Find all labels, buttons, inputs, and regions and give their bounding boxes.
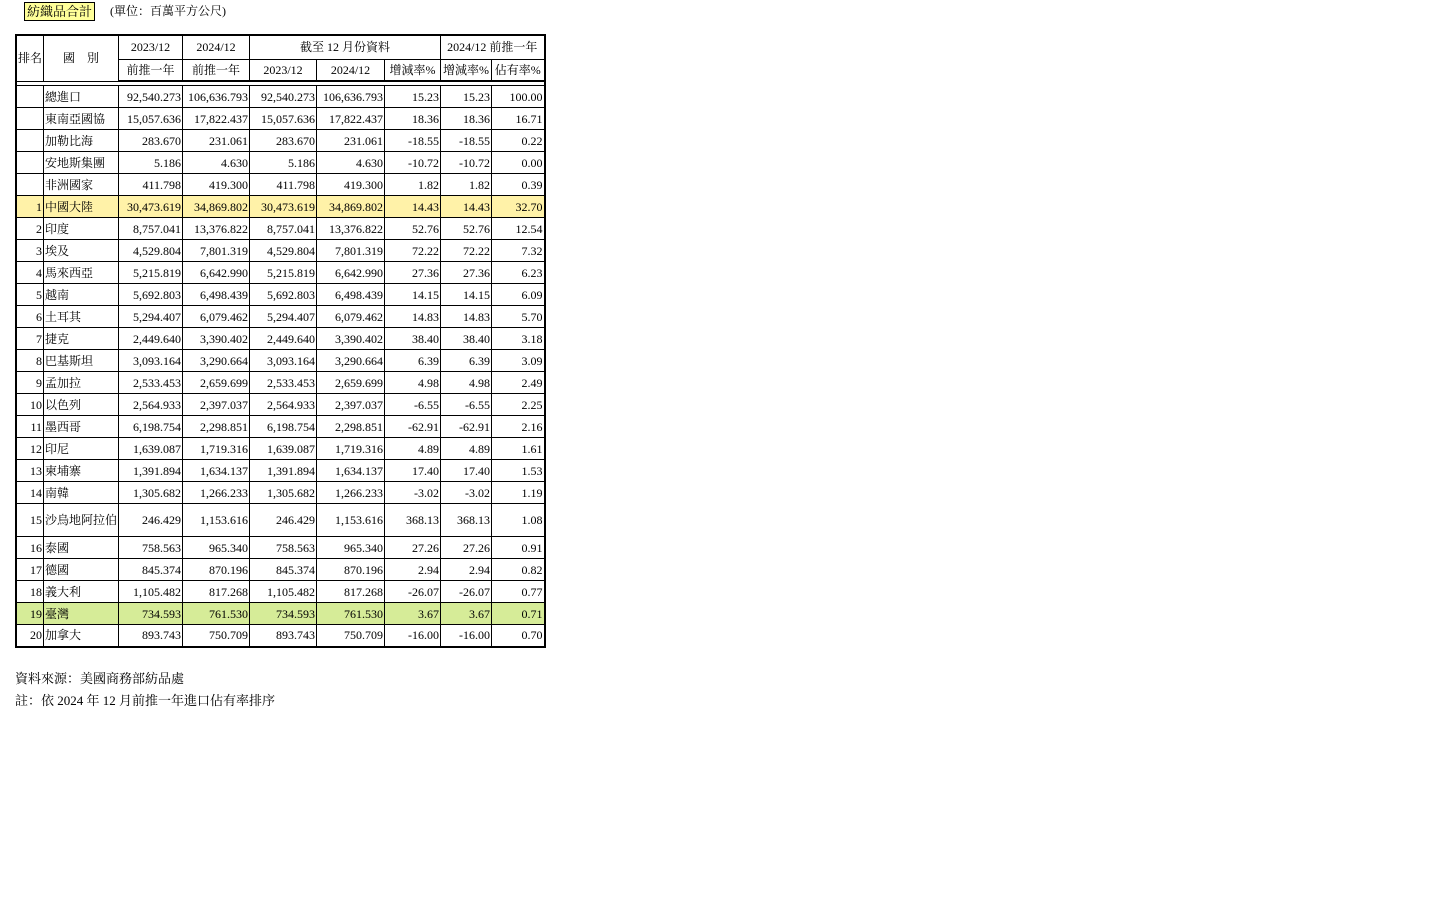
table-row <box>16 559 545 581</box>
value-2024-dec: 3,390.402 <box>317 328 385 350</box>
change-rolling: 27.36 <box>441 262 492 284</box>
value-2023-dec: 2,564.933 <box>250 394 317 416</box>
summary-row <box>16 108 545 130</box>
value-2023-rolling: 8,757.041 <box>119 218 183 240</box>
change-rolling: -10.72 <box>441 152 492 174</box>
header-country: 國 別 <box>44 35 119 81</box>
value-2023-rolling: 5,692.803 <box>119 284 183 306</box>
value-2024-rolling: 1,634.137 <box>183 460 250 482</box>
value-2023-dec: 5,294.407 <box>250 306 317 328</box>
change-dec: -62.91 <box>385 416 441 438</box>
change-dec: 3.67 <box>385 603 441 625</box>
share-rolling: 0.00 <box>492 152 545 174</box>
rank-cell: 6 <box>16 306 44 328</box>
change-dec: 1.82 <box>385 174 441 196</box>
change-rolling: 3.67 <box>441 603 492 625</box>
change-dec: -26.07 <box>385 581 441 603</box>
share-rolling: 3.18 <box>492 328 545 350</box>
table-row <box>16 262 545 284</box>
country-cell: 巴基斯坦 <box>44 350 119 372</box>
change-dec: 4.89 <box>385 438 441 460</box>
value-2023-rolling: 2,564.933 <box>119 394 183 416</box>
rank-cell: 13 <box>16 460 44 482</box>
change-dec: 6.39 <box>385 350 441 372</box>
country-cell: 義大利 <box>44 581 119 603</box>
value-2023-rolling: 893.743 <box>119 625 183 647</box>
value-2023-rolling: 411.798 <box>119 174 183 196</box>
country-cell: 加拿大 <box>44 625 119 647</box>
value-2024-dec: 965.340 <box>317 537 385 559</box>
table-row <box>16 328 545 350</box>
value-2023-rolling: 5,215.819 <box>119 262 183 284</box>
change-rolling: -26.07 <box>441 581 492 603</box>
change-rolling: 6.39 <box>441 350 492 372</box>
value-2024-dec: 870.196 <box>317 559 385 581</box>
value-2024-rolling: 7,801.319 <box>183 240 250 262</box>
table-row <box>16 372 545 394</box>
header-dec-change: 增減率% <box>385 59 441 81</box>
value-2024-rolling: 231.061 <box>183 130 250 152</box>
country-cell: 柬埔寨 <box>44 460 119 482</box>
share-rolling: 6.09 <box>492 284 545 306</box>
country-cell: 總進口 <box>44 86 119 108</box>
change-dec: 18.36 <box>385 108 441 130</box>
change-dec: 14.43 <box>385 196 441 218</box>
change-rolling: 38.40 <box>441 328 492 350</box>
share-rolling: 1.53 <box>492 460 545 482</box>
title-line <box>24 2 226 22</box>
value-2023-dec: 2,449.640 <box>250 328 317 350</box>
country-cell: 馬來西亞 <box>44 262 119 284</box>
change-dec: 2.94 <box>385 559 441 581</box>
share-rolling: 0.39 <box>492 174 545 196</box>
value-2024-rolling: 2,397.037 <box>183 394 250 416</box>
change-dec: -10.72 <box>385 152 441 174</box>
country-cell: 泰國 <box>44 537 119 559</box>
value-2023-rolling: 92,540.273 <box>119 86 183 108</box>
value-2023-dec: 5,692.803 <box>250 284 317 306</box>
value-2023-dec: 1,639.087 <box>250 438 317 460</box>
table-row <box>16 240 545 262</box>
change-rolling: 52.76 <box>441 218 492 240</box>
rank-cell: 17 <box>16 559 44 581</box>
rank-cell: 3 <box>16 240 44 262</box>
value-2023-rolling: 1,391.894 <box>119 460 183 482</box>
value-2023-dec: 15,057.636 <box>250 108 317 130</box>
value-2023-dec: 283.670 <box>250 130 317 152</box>
change-rolling: -16.00 <box>441 625 492 647</box>
value-2023-dec: 6,198.754 <box>250 416 317 438</box>
rank-cell <box>16 108 44 130</box>
value-2024-dec: 6,079.462 <box>317 306 385 328</box>
value-2024-rolling: 6,079.462 <box>183 306 250 328</box>
value-2024-rolling: 870.196 <box>183 559 250 581</box>
rank-cell: 18 <box>16 581 44 603</box>
change-dec: 368.13 <box>385 504 441 537</box>
value-2024-dec: 817.268 <box>317 581 385 603</box>
change-dec: 14.15 <box>385 284 441 306</box>
value-2024-dec: 17,822.437 <box>317 108 385 130</box>
value-2024-dec: 761.530 <box>317 603 385 625</box>
value-2023-rolling: 1,639.087 <box>119 438 183 460</box>
value-2024-rolling: 6,498.439 <box>183 284 250 306</box>
table-row <box>16 394 545 416</box>
change-rolling: -3.02 <box>441 482 492 504</box>
rank-cell: 7 <box>16 328 44 350</box>
change-dec: 17.40 <box>385 460 441 482</box>
change-rolling: 72.22 <box>441 240 492 262</box>
value-2023-rolling: 6,198.754 <box>119 416 183 438</box>
change-dec: 52.76 <box>385 218 441 240</box>
source-note: 資料來源：美國商務部紡品處 <box>15 671 185 686</box>
share-rolling: 2.49 <box>492 372 545 394</box>
share-rolling: 32.70 <box>492 196 545 218</box>
country-cell: 印尼 <box>44 438 119 460</box>
summary-row <box>16 174 545 196</box>
value-2024-dec: 2,659.699 <box>317 372 385 394</box>
share-rolling: 3.09 <box>492 350 545 372</box>
table-row <box>16 416 545 438</box>
value-2023-rolling: 5,294.407 <box>119 306 183 328</box>
rank-cell: 10 <box>16 394 44 416</box>
share-rolling: 12.54 <box>492 218 545 240</box>
value-2024-dec: 1,266.233 <box>317 482 385 504</box>
rank-cell: 12 <box>16 438 44 460</box>
value-2024-rolling: 3,290.664 <box>183 350 250 372</box>
value-2023-rolling: 283.670 <box>119 130 183 152</box>
value-2024-rolling: 2,298.851 <box>183 416 250 438</box>
share-rolling: 0.82 <box>492 559 545 581</box>
table-row <box>16 581 545 603</box>
country-cell: 南韓 <box>44 482 119 504</box>
rank-cell: 1 <box>16 196 44 218</box>
value-2024-dec: 231.061 <box>317 130 385 152</box>
summary-row <box>16 152 545 174</box>
header-dec-group: 截至 12 月份資料 <box>250 35 441 59</box>
rank-cell: 8 <box>16 350 44 372</box>
rank-cell: 19 <box>16 603 44 625</box>
header-dec-2024: 2024/12 <box>317 59 385 81</box>
unit-label: (單位：百萬平方公尺) <box>110 4 227 18</box>
table-row <box>16 196 545 218</box>
value-2024-dec: 2,397.037 <box>317 394 385 416</box>
value-2024-dec: 750.709 <box>317 625 385 647</box>
value-2023-rolling: 30,473.619 <box>119 196 183 218</box>
ranking-note: 註：依 2024 年 12 月前推一年進口佔有率排序 <box>15 693 276 708</box>
header-roll-change: 增減率% <box>441 59 492 81</box>
table-row <box>16 537 545 559</box>
value-2023-rolling: 845.374 <box>119 559 183 581</box>
header-dec-2023: 2023/12 <box>250 59 317 81</box>
change-rolling: -6.55 <box>441 394 492 416</box>
share-rolling: 0.77 <box>492 581 545 603</box>
value-2024-rolling: 965.340 <box>183 537 250 559</box>
header-roll-share: 佔有率% <box>492 59 545 81</box>
rank-cell: 14 <box>16 482 44 504</box>
table-row <box>16 284 545 306</box>
change-dec: 27.26 <box>385 537 441 559</box>
rank-cell <box>16 86 44 108</box>
share-rolling: 16.71 <box>492 108 545 130</box>
country-cell: 加勒比海 <box>44 130 119 152</box>
change-rolling: 14.83 <box>441 306 492 328</box>
table-row <box>16 482 545 504</box>
change-rolling: 1.82 <box>441 174 492 196</box>
header-rank: 排名 <box>16 35 44 81</box>
value-2023-dec: 893.743 <box>250 625 317 647</box>
value-2024-rolling: 106,636.793 <box>183 86 250 108</box>
country-cell: 土耳其 <box>44 306 119 328</box>
share-rolling: 1.19 <box>492 482 545 504</box>
share-rolling: 0.91 <box>492 537 545 559</box>
value-2023-dec: 734.593 <box>250 603 317 625</box>
value-2024-rolling: 6,642.990 <box>183 262 250 284</box>
change-dec: 15.23 <box>385 86 441 108</box>
value-2023-rolling: 758.563 <box>119 537 183 559</box>
value-2023-dec: 4,529.804 <box>250 240 317 262</box>
value-2023-rolling: 2,533.453 <box>119 372 183 394</box>
country-cell: 埃及 <box>44 240 119 262</box>
value-2024-dec: 1,634.137 <box>317 460 385 482</box>
change-dec: 27.36 <box>385 262 441 284</box>
value-2024-dec: 13,376.822 <box>317 218 385 240</box>
change-rolling: 15.23 <box>441 86 492 108</box>
value-2024-dec: 1,719.316 <box>317 438 385 460</box>
country-cell: 非洲國家 <box>44 174 119 196</box>
value-2023-rolling: 246.429 <box>119 504 183 537</box>
table-row <box>16 460 545 482</box>
change-dec: -16.00 <box>385 625 441 647</box>
rank-cell: 16 <box>16 537 44 559</box>
share-rolling: 6.23 <box>492 262 545 284</box>
value-2023-dec: 3,093.164 <box>250 350 317 372</box>
change-rolling: 368.13 <box>441 504 492 537</box>
value-2024-dec: 419.300 <box>317 174 385 196</box>
rank-cell: 9 <box>16 372 44 394</box>
value-2023-rolling: 4,529.804 <box>119 240 183 262</box>
country-cell: 墨西哥 <box>44 416 119 438</box>
value-2024-rolling: 1,266.233 <box>183 482 250 504</box>
change-dec: -3.02 <box>385 482 441 504</box>
change-dec: 38.40 <box>385 328 441 350</box>
rank-cell <box>16 174 44 196</box>
value-2024-rolling: 2,659.699 <box>183 372 250 394</box>
change-dec: -6.55 <box>385 394 441 416</box>
header-col2-bottom: 前推一年 <box>183 59 250 81</box>
value-2023-dec: 758.563 <box>250 537 317 559</box>
change-rolling: 4.98 <box>441 372 492 394</box>
country-cell: 越南 <box>44 284 119 306</box>
table-row <box>16 306 545 328</box>
header-col2-top: 2024/12 <box>183 35 250 59</box>
change-dec: 72.22 <box>385 240 441 262</box>
summary-row <box>16 86 545 108</box>
country-cell: 孟加拉 <box>44 372 119 394</box>
share-rolling: 0.71 <box>492 603 545 625</box>
change-dec: -18.55 <box>385 130 441 152</box>
value-2024-rolling: 419.300 <box>183 174 250 196</box>
value-2023-dec: 8,757.041 <box>250 218 317 240</box>
rank-cell: 5 <box>16 284 44 306</box>
change-rolling: 18.36 <box>441 108 492 130</box>
value-2023-rolling: 734.593 <box>119 603 183 625</box>
share-rolling: 0.70 <box>492 625 545 647</box>
value-2023-rolling: 1,305.682 <box>119 482 183 504</box>
rank-cell: 2 <box>16 218 44 240</box>
rank-cell: 11 <box>16 416 44 438</box>
share-rolling: 5.70 <box>492 306 545 328</box>
value-2023-dec: 1,305.682 <box>250 482 317 504</box>
value-2023-rolling: 1,105.482 <box>119 581 183 603</box>
value-2023-dec: 5.186 <box>250 152 317 174</box>
change-rolling: 14.15 <box>441 284 492 306</box>
value-2024-dec: 2,298.851 <box>317 416 385 438</box>
value-2024-dec: 4.630 <box>317 152 385 174</box>
value-2023-rolling: 2,449.640 <box>119 328 183 350</box>
country-cell: 臺灣 <box>44 603 119 625</box>
header-roll-group: 2024/12 前推一年 <box>441 35 545 59</box>
value-2023-dec: 246.429 <box>250 504 317 537</box>
change-rolling: -18.55 <box>441 130 492 152</box>
value-2024-rolling: 750.709 <box>183 625 250 647</box>
share-rolling: 100.00 <box>492 86 545 108</box>
country-cell: 東南亞國協 <box>44 108 119 130</box>
value-2024-dec: 6,642.990 <box>317 262 385 284</box>
value-2023-dec: 1,105.482 <box>250 581 317 603</box>
value-2023-rolling: 5.186 <box>119 152 183 174</box>
share-rolling: 7.32 <box>492 240 545 262</box>
share-rolling: 2.25 <box>492 394 545 416</box>
header-col1-top: 2023/12 <box>119 35 183 59</box>
value-2023-dec: 5,215.819 <box>250 262 317 284</box>
value-2024-dec: 34,869.802 <box>317 196 385 218</box>
change-dec: 4.98 <box>385 372 441 394</box>
value-2024-rolling: 3,390.402 <box>183 328 250 350</box>
rank-cell: 20 <box>16 625 44 647</box>
value-2024-dec: 106,636.793 <box>317 86 385 108</box>
value-2023-rolling: 3,093.164 <box>119 350 183 372</box>
change-rolling: 4.89 <box>441 438 492 460</box>
textile-import-table <box>15 34 546 648</box>
value-2024-rolling: 4.630 <box>183 152 250 174</box>
value-2024-dec: 6,498.439 <box>317 284 385 306</box>
change-dec: 14.83 <box>385 306 441 328</box>
value-2023-dec: 2,533.453 <box>250 372 317 394</box>
rank-cell: 4 <box>16 262 44 284</box>
change-rolling: 27.26 <box>441 537 492 559</box>
value-2024-rolling: 17,822.437 <box>183 108 250 130</box>
value-2024-rolling: 1,153.616 <box>183 504 250 537</box>
value-2023-dec: 1,391.894 <box>250 460 317 482</box>
country-cell: 捷克 <box>44 328 119 350</box>
share-rolling: 0.22 <box>492 130 545 152</box>
table-row <box>16 350 545 372</box>
value-2024-rolling: 761.530 <box>183 603 250 625</box>
country-cell: 德國 <box>44 559 119 581</box>
rank-cell <box>16 152 44 174</box>
value-2024-rolling: 13,376.822 <box>183 218 250 240</box>
value-2024-rolling: 34,869.802 <box>183 196 250 218</box>
country-cell: 印度 <box>44 218 119 240</box>
change-rolling: 2.94 <box>441 559 492 581</box>
table-title: 紡織品合計 <box>24 2 95 21</box>
value-2023-dec: 92,540.273 <box>250 86 317 108</box>
table-row <box>16 438 545 460</box>
change-rolling: 14.43 <box>441 196 492 218</box>
footnotes <box>15 668 275 712</box>
value-2024-dec: 7,801.319 <box>317 240 385 262</box>
table-row <box>16 504 545 537</box>
change-rolling: 17.40 <box>441 460 492 482</box>
table-row <box>16 625 545 647</box>
value-2024-dec: 1,153.616 <box>317 504 385 537</box>
rank-cell <box>16 130 44 152</box>
value-2023-dec: 411.798 <box>250 174 317 196</box>
value-2024-dec: 3,290.664 <box>317 350 385 372</box>
rank-cell: 15 <box>16 504 44 537</box>
share-rolling: 1.61 <box>492 438 545 460</box>
value-2023-dec: 845.374 <box>250 559 317 581</box>
share-rolling: 2.16 <box>492 416 545 438</box>
value-2023-rolling: 15,057.636 <box>119 108 183 130</box>
summary-row <box>16 130 545 152</box>
country-cell: 安地斯集團 <box>44 152 119 174</box>
share-rolling: 1.08 <box>492 504 545 537</box>
table-row <box>16 603 545 625</box>
change-rolling: -62.91 <box>441 416 492 438</box>
table-row <box>16 218 545 240</box>
value-2024-rolling: 817.268 <box>183 581 250 603</box>
header-col1-bottom: 前推一年 <box>119 59 183 81</box>
country-cell: 中國大陸 <box>44 196 119 218</box>
country-cell: 以色列 <box>44 394 119 416</box>
value-2024-rolling: 1,719.316 <box>183 438 250 460</box>
country-cell: 沙烏地阿拉伯 <box>44 504 119 537</box>
value-2023-dec: 30,473.619 <box>250 196 317 218</box>
